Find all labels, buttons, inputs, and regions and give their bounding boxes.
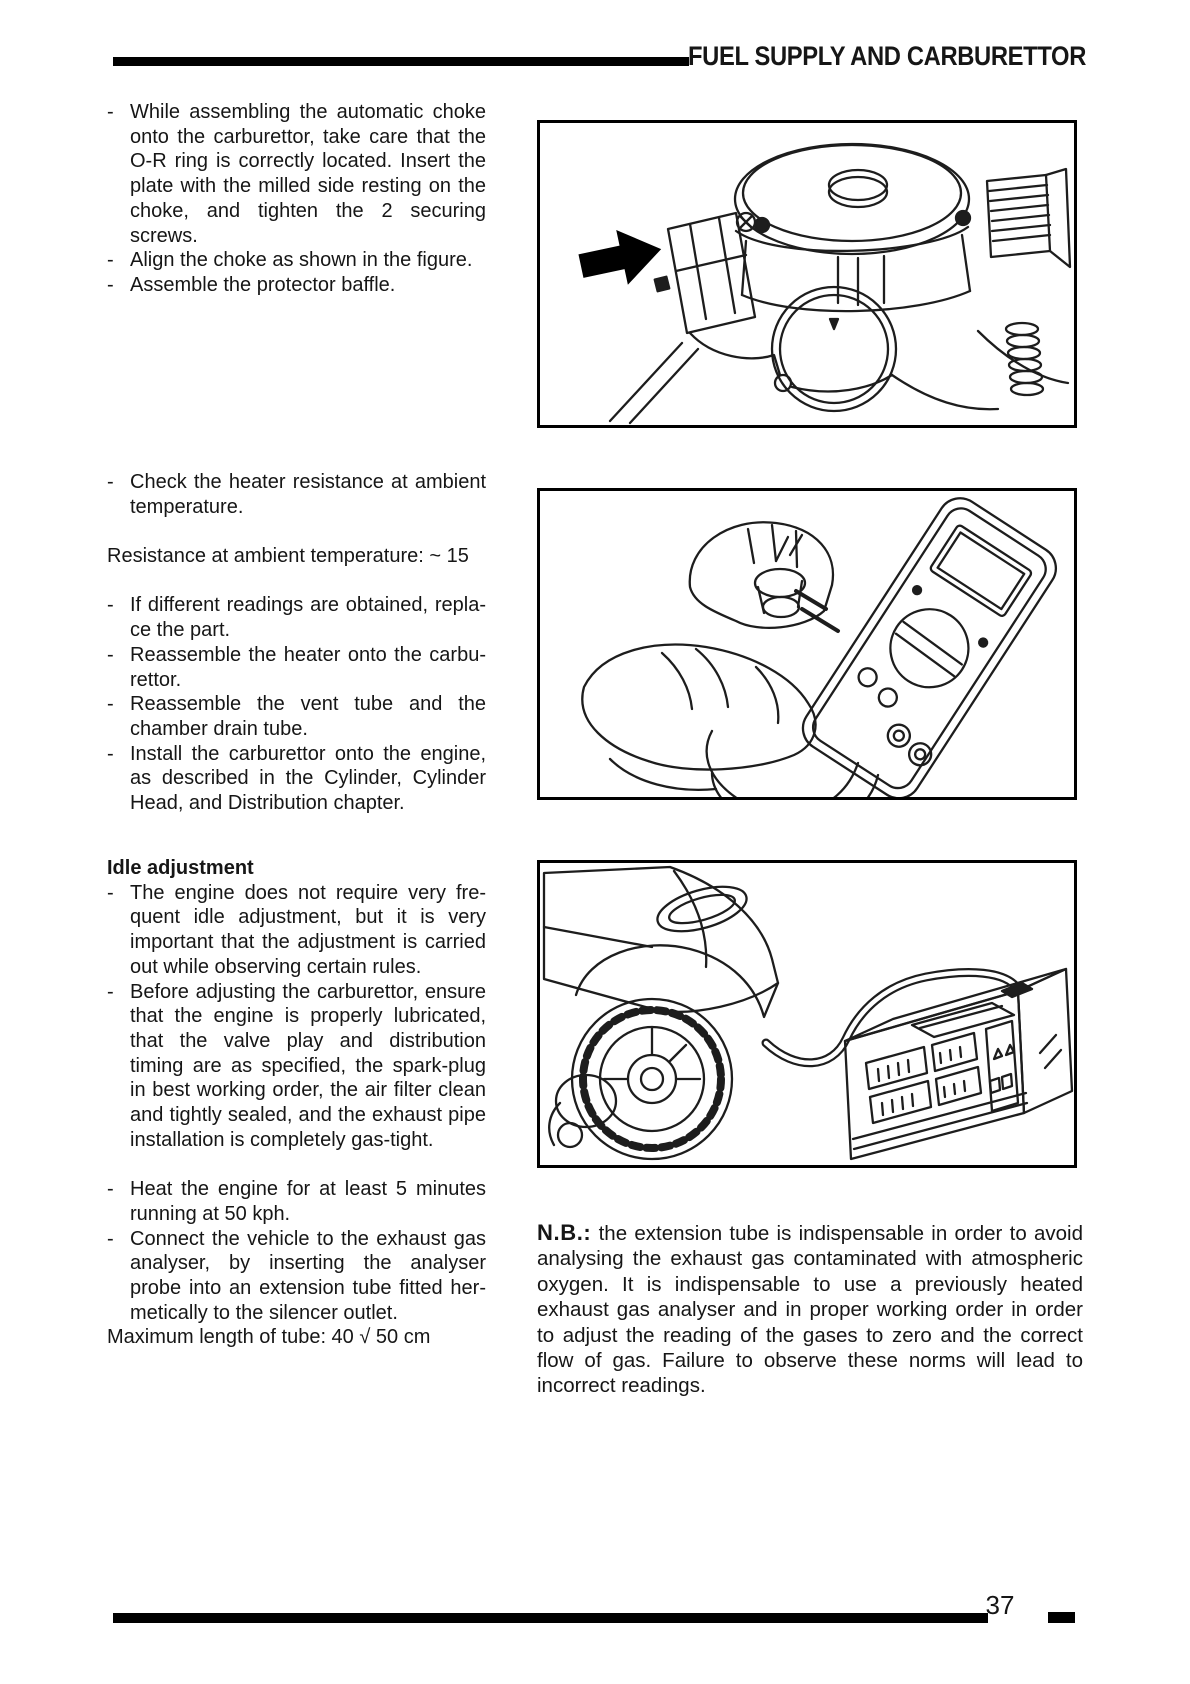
choke-position-arrow-icon [575, 222, 667, 294]
bullet-dash: - [107, 1178, 114, 1201]
list-item-text: While assembling the automatic choke onto the carburettor, take care that the O-R ring is correctly located. Insert the plate with the milled side resting on the choke, and tighten the 2 securing screws. [130, 101, 486, 247]
bullet-dash: - [107, 594, 114, 617]
list-item-text: Align the choke as shown in the figure. [130, 249, 473, 272]
bullet-dash: - [107, 980, 114, 1003]
bullet-dash: - [107, 1227, 114, 1250]
list-item [107, 100, 486, 248]
list-item-text: Reassemble the vent tube and the chamber drain tube. [130, 693, 486, 740]
list-item [107, 593, 486, 642]
scooter-exhaust-gas-analyser-drawing [540, 863, 1074, 1165]
bullet-dash: - [107, 643, 114, 666]
figure-frame-analyser [537, 860, 1077, 1168]
list-item [107, 881, 486, 980]
bullet-dash: - [107, 742, 114, 765]
nb-text: the extension tube is indispensable in order to avoid analysing the exhaust gas contaminated with atmospheric oxygen. It is indispensable to use a previously heated exhaust gas analyser and in proper working order in order to adjust the reading of the gases to zero and the correct flow of gas. Failure to observe these norms will lead to incorrect readings. [537, 1222, 1083, 1398]
list-item-text: Connect the vehicle to the exhaust gas analyser, by inserting the analyser probe into an extension tube fitted her-metically to the silencer outlet. [130, 1227, 486, 1324]
assembly-instructions-section [107, 100, 486, 298]
multimeter-body [795, 491, 1065, 797]
list-item-text: Reassemble the heater onto the carbu-rettor. [130, 643, 486, 691]
tube-length-line: Maximum length of tube: 40 √ 50 cm [107, 1326, 431, 1349]
list-item-text: Check the heater resistance at ambient temperature. [130, 471, 486, 518]
list-item [107, 742, 486, 816]
nb-label: N.B.: [537, 1220, 592, 1245]
list-item [107, 273, 486, 298]
page-number: 37 [985, 1590, 1015, 1620]
list-item [107, 1227, 486, 1326]
footer-square-mark [1048, 1612, 1075, 1623]
list-item-text: Assemble the protector baffle. [130, 273, 396, 296]
list-item-text: The engine does not require very fre-quent idle adjustment, but it is very important that the adjustment is carried out while observing certain rules. [130, 881, 486, 978]
nb-note [537, 1220, 1083, 1399]
section-heading: Idle adjustment [107, 857, 254, 879]
heater-resistance-multimeter-check-drawing [540, 491, 1074, 797]
list-item [107, 980, 486, 1153]
list-item-text: Before adjusting the carburettor, ensure that the engine is properly lubricated, that the valve play and distribution timing are as specified, the spark-plug in best working order, the air filter clean and tightly sealed, and the exhaust pipe installation is completely gas-tight. [130, 980, 486, 1151]
list-item-text: Install the carburettor onto the engine, as described in the Cylinder, Cylinder Head, and Distribution chapter. [130, 742, 486, 815]
page-title: FUEL SUPPLY AND CARBURETTOR [688, 41, 1086, 71]
idle-adjustment-section [107, 856, 486, 1350]
heater-check-section [107, 470, 486, 816]
bullet-dash: - [107, 693, 114, 716]
list-item-text: Heat the engine for at least 5 minutes running at 50 kph. [130, 1178, 486, 1225]
resistance-spec-line: Resistance at ambient temperature: ~ 15 [107, 545, 469, 568]
list-item [107, 643, 486, 692]
figure-frame-carburettor [537, 120, 1077, 428]
list-item [107, 692, 486, 741]
carburettor-automatic-choke-drawing [540, 123, 1074, 425]
bullet-dash: - [107, 471, 114, 493]
list-item [107, 470, 486, 519]
bullet-dash: - [107, 101, 114, 123]
bullet-dash: - [107, 273, 114, 296]
footer-rule-bar [113, 1613, 988, 1623]
exhaust-extension-tube [766, 973, 1018, 1063]
bullet-dash: - [107, 249, 114, 272]
list-item [107, 248, 486, 273]
bullet-dash: - [107, 881, 114, 904]
figure-frame-multimeter [537, 488, 1077, 800]
list-item-text: If different readings are obtained, repla-ce the part. [130, 594, 486, 642]
list-item [107, 1177, 486, 1226]
